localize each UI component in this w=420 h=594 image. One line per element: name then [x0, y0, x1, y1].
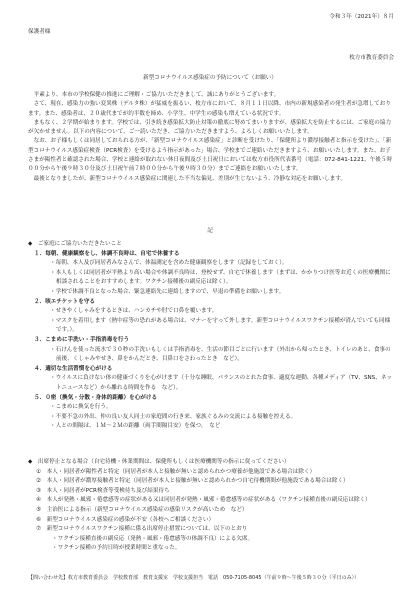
section-heading: ◆ 出席停止となる場合（自宅待機・休業期間は、保健所もしくは医療機関等の指示に従ってください）	[28, 459, 290, 465]
item-title: ２．咳エチケットを守る	[34, 298, 96, 305]
section-heading: ◆ ご家庭にご協力いただきたいこと	[28, 241, 122, 247]
item-title: ５．０密（換気・分散・身体的距離）を心がける	[34, 394, 158, 401]
sender: 枚方市教育委員会	[349, 55, 394, 61]
bullet-item: ・石けんを使った流水で３０秒の手洗いもしくは手指消毒を、生活の節目ごとに行います（外出から帰ったとき、トイレのあと、食事の前後、くしゃみやせき、鼻をかんだとき、目鼻口をさわったとき など）。	[50, 346, 391, 363]
numbered-item: ⑥ 新型コロナウイルス感染症の感染が不安（各校へご相談ください）	[36, 516, 215, 523]
body-paragraph: さて、現在、感染力の強い変異株（デルタ株）が猛威を振るい、枚方市において、８月１１日以降、市内の新規感染者の発生者が急増しております。また、感染者は、２０歳代までが約半数を締め、小学生、中学生の感染も増えている状況です。	[28, 101, 391, 117]
bullet-item: ・人との間隔は、１Ｍ～２Ｍの距離（両手間隔目安）を保つ。 など	[50, 423, 221, 430]
numbered-item: ② 本人・同居者が濃厚接触者と特定（同居者が本人と接触が無いと認められかつ自宅待機期間が他施設である場合は除く）	[36, 478, 349, 485]
body-paragraph: まもなく、２学期が始まります。学校では、引き続き感染拡大防止対策の徹底に努めてまいりますが、感染拡大を防止するには、ご家庭の協力が欠かせません。以下の内容について、ご一読いただき、ご協力いただきますよう、よろしくお願いいたします。	[28, 119, 392, 136]
item-title: １．毎朝、健康観察をし、体調不良時は、自宅で休養する	[34, 250, 180, 257]
body-paragraph: 平素より、本市の学校保健の推進にご理解・ご協力いただきまして、誠にありがとうございます。	[33, 92, 280, 98]
numbered-item: ① 本人・同居者が陽性者と特定（同居者が本人と接触が無いと認められかつ療養が他施設である場合は除く）	[36, 468, 316, 475]
item-title: ４．適切な生活習慣を心がける	[34, 365, 113, 372]
bullet-item: ・こまめに換気を行う。	[50, 404, 112, 411]
bullet-item: ・学校で体調不良となった場合、緊急連絡先に連絡しますので、早退の準備をお願いします。	[50, 288, 285, 295]
ki-marker: 記	[207, 228, 213, 234]
numbered-item: ⑤ 主治医による指示（新型コロナウイルス感染症の感染リスクが高いため など）	[36, 506, 248, 513]
bullet-item: ・毎朝、本人及び同居者みなさんで、体温測定を含めた健康観察をします（記録をしておく）。	[50, 260, 288, 267]
numbered-item: ⑦ 新型コロナウイルスワクチン接種に係る出席停止措置については、以下のとおり	[36, 526, 248, 533]
body-paragraph: 最後となりましたが、新型コロナウイルス感染症に関連した不当な偏見、差別が生じないよう、冷静な対応をお願いします。	[33, 175, 347, 182]
issue-date: 令和３年（2021年）８月	[329, 14, 394, 20]
bullet-item: ・マスクを着用します（熱中症等の恐れがある場合は、マナーを守って外します。新型コロナウイルスワクチン接種が済んでいても同様です。）。	[50, 317, 391, 334]
bullet-item: ・本人もしくは同居者が平熱より高い場合や体調不良時は、登校せず、自宅で休養します（まずは、かかりつけ医等お近くの医療機関に相談されることをおすすめします。ワクチン接種後の副反応は除く）。	[50, 269, 391, 286]
sub-item: ・ワクチン接種の予約日時が授業時間と重なった。	[52, 545, 181, 552]
attendance-suspension-section	[28, 458, 394, 554]
numbered-item: ③ 本人・同居者がPCR検査等受検待ち及び結果待ち	[36, 487, 170, 494]
letter-body	[28, 91, 394, 184]
sub-item: ・ワクチン接種直後の副反応（発熱・風邪・倦怠感等の体調不良）による欠席。	[52, 535, 254, 542]
recipient: 保護者様	[28, 29, 51, 35]
home-cooperation-section	[28, 240, 394, 432]
numbered-item: ④ 本人が発熱・風邪・倦怠感等の症状がある又は同居者が発熱・風邪・倦怠感等の症状がある（ワクチン接種直後の副反応は除く）	[36, 497, 371, 504]
document-title: 新型コロナウイルス感染症の予防について（お願い）	[143, 75, 277, 81]
contact-footer: 【問い合わせ先】枚方市教育委員会 学校教育部 教育支援室 学校支援担当 電話 050-7105-8045（午前９時～午後５時３０分（平日のみ））	[28, 575, 360, 581]
body-paragraph: なお、お子様もしくは同居しておられる方が、「新型コロナウイルス感染症」と診断を受けたり、「保健所より濃厚接触者と指示を受けた」、「新型コロナウイルス感染症検査（PCR検査）を受けるよう指示があった」場合、学校までご連絡いただきますよう、お願いいたします。また、お子さまが陽性者と確認された場合、学校と連絡が取れない休日夜間及び土日祝日においては枚方市役所代表番号（電話：072-841-1221、午後５時００分から午後９時３０分及び土日祝午前７時００分から午後９時３０分）までご連絡をお願いいたします。	[28, 138, 393, 173]
bullet-item: ・不要不急の外出、仲の良い友人同士の家庭間の行き来、家族ぐるみの交流による接触を控える。	[50, 413, 297, 420]
bullet-item: ・せきやくしゃみをするときは、ハンカチや肘で口鼻を覆います。	[50, 308, 218, 315]
item-title: ３．こまめに手洗い・手指消毒を行う	[34, 336, 130, 343]
bullet-item: ・ウイルスに負けない体の健康づくりを心がけます（十分な睡眠、バランスのとれた食事、適度な運動、各種メディア（TV、SNS、ネットニュースなど）から離れる時間を作る など）。	[50, 375, 393, 391]
